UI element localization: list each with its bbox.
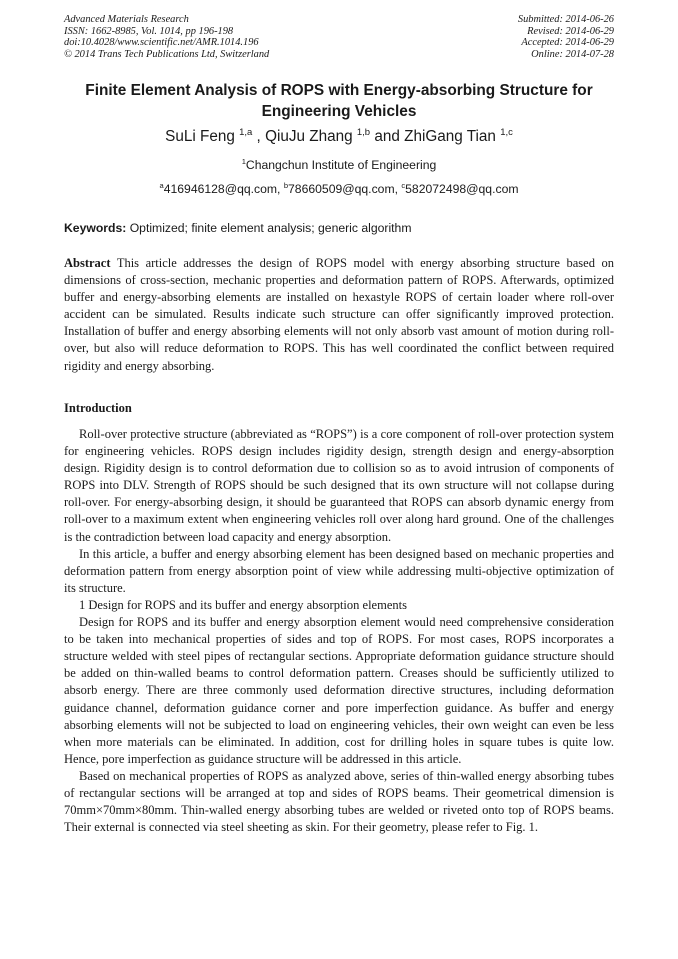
journal-name: Advanced Materials Research (64, 14, 189, 25)
author-separator: and (370, 128, 405, 145)
intro-paragraph: Design for ROPS and its buffer and energy absorption element would need comprehensive consideration to be taken into mechanical properties of sides and top of ROPS. For most cases, ROPS incorporates a structure welded with steel pipes of rectangular sections. Appropriate deformation guidance structure should be added on thin-walled beams to control deformation pattern. Creases should be sufficiently utilized to absorb energy. There are three commonly used deformation directive structures, including deformation guidance channel, deformation guidance corner and pore imperfection guidance. As buffer and energy absorbing elements will not be subjected to load on engineering vehicles, their own weight can even be less when more materials can be eliminated. In addition, cost for drilling holes in square tubes is quite low. Hence, pore imperfection as guidance structure will be addressed in this article. (64, 615, 614, 766)
author-affil-mark: 1,c (500, 126, 513, 138)
author-name: ZhiGang Tian (404, 128, 496, 145)
intro-paragraph: Roll-over protective structure (abbreviated as “ROPS”) is a core component of roll-over protection system for engineering vehicles. ROPS design includes rigidity design, strength design and energy-absorption design. Rigidity design is to control deformation due to collision so as to avoid intrusion of components of ROPS into DLV. Strength of ROPS should be such designed that its own structure will not collapse during roll-over. For energy-absorbing design, it should be guaranteed that ROPS can absorb dynamic energy from roll-over to a maximum extent when engineering vehicles roll over along hard ground. One of the challenges is the contradiction between load capacity and energy absorption. (64, 427, 614, 544)
intro-paragraph: Based on mechanical properties of ROPS as analyzed above, series of thin-walled energy absorbing tubes of rectangular sections will be arranged at top and sides of ROPS beams. Their geometrical dimension is 70mm×70mm×80mm. Thin-walled energy absorbing tubes are welded or riveted onto top of ROPS beams. Their external is connected via steel sheeting as skin. For their geometry, please refer to Fig. 1. (64, 768, 614, 835)
section-subheading: 1 Design for ROPS and its buffer and energy absorption elements (79, 597, 407, 612)
introduction-heading: Introduction (64, 401, 132, 415)
keywords (64, 221, 614, 235)
abstract-text: This article addresses the design of ROPS model with energy absorbing structure based on dimensions of cross-section, mechanic properties and deformation pattern of ROPS. Afterwards, optimized buffer and energy-absorbing elements are installed on hexastyle ROPS of certain loader where roll-over accident can be simulated. Results indicate such structure can offer significantly improved protection. Installation of buffer and energy absorbing elements will not only absorb vast amount of motion during roll-over, but also will reduce deformation to ROPS. This has well coordinated the conflict between required rigidity and energy absorbing. (64, 256, 614, 373)
abstract-label: Abstract (64, 256, 111, 270)
author-separator: , (252, 128, 266, 145)
paper-title: Finite Element Analysis of ROPS with Energy-absorbing Structure for Engineering Vehicles (85, 82, 593, 120)
online-date: Online: 2014-07-28 (531, 48, 614, 60)
author-name: SuLi Feng (165, 128, 235, 145)
submitted-date: Submitted: 2014-06-26 (517, 14, 614, 25)
copyright-line: © 2014 Trans Tech Publications Ltd, Switzerland (64, 48, 270, 60)
author-affil-mark: 1,b (356, 126, 371, 138)
revised-date: Revised: 2014-06-29 (527, 25, 614, 37)
keywords-label: Keywords: (64, 221, 127, 235)
email-address: 582072498@qq.com (405, 182, 519, 196)
email-address: 78660509@qq.com, (288, 182, 402, 196)
email-mark: c (401, 180, 406, 190)
issn-line: ISSN: 1662-8985, Vol. 1014, pp 196-198 (64, 25, 234, 37)
doi-line: doi:10.4028/www.scientific.net/AMR.1014.196 (64, 37, 259, 48)
author-name: QiuJu Zhang (265, 128, 353, 145)
accepted-date: Accepted: 2014-06-29 (521, 37, 614, 48)
affiliation (40, 158, 638, 172)
author-affil-mark: 1,a (239, 126, 253, 138)
affil-text: Changchun Institute of Engineering (245, 158, 437, 172)
email-list (40, 182, 638, 196)
email-mark: b (283, 180, 289, 190)
keywords-text: Optimized; finite element analysis; generic algorithm (126, 221, 412, 235)
email-address: 416946128@qq.com, (163, 182, 284, 196)
abstract (64, 255, 614, 375)
dates-header (518, 14, 614, 60)
intro-paragraph: In this article, a buffer and energy absorbing element has been designed based on mechanic properties and deformation pattern from energy absorption point of view while addressing multi-objective optimization of its structure. (64, 546, 614, 595)
introduction-body (64, 426, 614, 836)
journal-header (64, 14, 269, 60)
affil-mark: 1 (241, 156, 246, 166)
email-mark: a (159, 180, 164, 190)
author-list (40, 128, 638, 146)
